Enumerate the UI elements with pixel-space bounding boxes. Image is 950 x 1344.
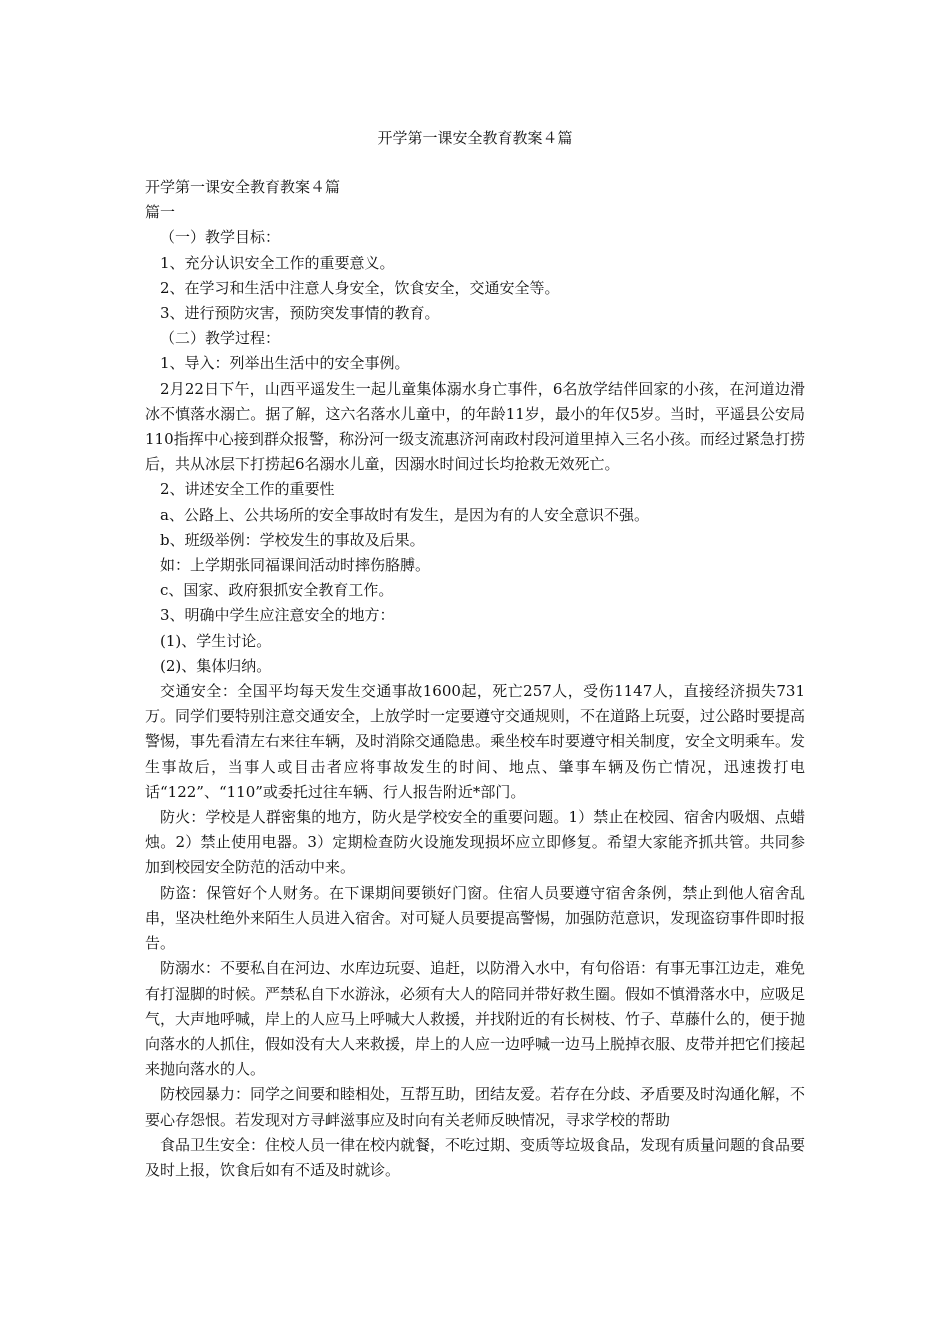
paragraph: a、公路上、公共场所的安全事故时有发生，是因为有的人安全意识不强。 [160, 505, 649, 524]
paragraph: 2、在学习和生活中注意人身安全，饮食安全，交通安全等。 [160, 278, 560, 297]
paragraph: 防火：学校是人群密集的地方，防火是学校安全的重要问题。1）禁止在校园、宿舍内吸烟、点蜡烛。2）禁止使用电器。3）定期检查防火设施发现损坏应立即修复。希望大家能齐抓共管。共同参加到校园安全防范的活动中来。 [145, 808, 805, 877]
paragraph: （二）教学过程： [160, 329, 281, 348]
document-title: 开学第一课安全教育教案４篇 [377, 129, 573, 147]
paragraph: 1、导入：列举出生活中的安全事例。 [160, 354, 410, 373]
paragraph: 交通安全：全国平均每天发生交通事故1600起，死亡257人，受伤1147人，直接经济损失731万。同学们要特别注意交通安全，上放学时一定要遵守交通规则，不在道路上玩耍，过公路时要提高警惕，事先看清左右来往车辆，及时消除交通隐患。乘坐校车时要遵守相关制度，安全文明乘车。发生事故后，当事人或目击者应将事故发生的时间、地点、肇事车辆及伤亡情况，迅速拨打电话“122”、“110”或委托过往车辆、行人报告附近*部门。 [145, 682, 806, 801]
paragraph: 2月22日下午，山西平遥发生一起儿童集体溺水身亡事件，6名放学结伴回家的小孩，在河道边滑冰不慎落水溺亡。据了解，这六名落水儿童中，的年龄11岁，最小的年仅5岁。当时，平遥县公安局110指挥中心接到群众报警，称汾河一级支流惠济河南政村段河道里掉入三名小孩。而经过紧急打捞后，共从冰层下打捞起6名溺水儿童，因溺水时间过长均抢救无效死亡。 [145, 379, 805, 474]
document-body [145, 175, 805, 1183]
paragraph: 防校园暴力：同学之间要和睦相处，互帮互助，团结友爱。若存在分歧、矛盾要及时沟通化解，不要心存怨恨。若发现对方寻衅滋事应及时向有关老师反映情况，寻求学校的帮助 [145, 1085, 806, 1129]
paragraph: 1、充分认识安全工作的重要意义。 [160, 253, 395, 272]
paragraph: c、国家、政府狠抓安全教育工作。 [160, 581, 394, 600]
paragraph: 3、进行预防灾害，预防突发事情的教育。 [160, 304, 440, 323]
paragraph: 开学第一课安全教育教案４篇 [145, 178, 341, 196]
paragraph: 食品卫生安全：住校人员一律在校内就餐，不吃过期、变质等垃圾食品，发现有质量问题的食品要及时上报，饮食后如有不适及时就诊。 [145, 1135, 806, 1179]
paragraph: 篇一 [145, 203, 176, 222]
paragraph: （一）教学目标： [160, 228, 281, 247]
paragraph: (2)、集体归纳。 [160, 656, 272, 675]
paragraph: b、班级举例：学校发生的事故及后果。 [160, 530, 425, 549]
paragraph: 防溺水：不要私自在河边、水库边玩耍、追赶，以防滑入水中，有句俗语：有事无事江边走，难免有打湿脚的时候。严禁私自下水游泳，必须有大人的陪同并带好救生圈。假如不慎滑落水中，应吸足气，大声地呼喊，岸上的人应马上呼喊大人救援，并找附近的有长树枝、竹子、草藤什么的，便于抛向落水的人抓住，假如没有大人来救援，岸上的人应一边呼喊一边马上脱掉衣服、皮带并把它们接起来抛向落水的人。 [145, 959, 806, 1079]
paragraph: 3、明确中学生应注意安全的地方： [160, 606, 395, 625]
paragraph: (1)、学生讨论。 [160, 631, 272, 650]
paragraph: 2、讲述安全工作的重要性 [160, 480, 335, 499]
paragraph: 如：上学期张同福课间活动时摔伤胳膊。 [160, 556, 431, 575]
paragraph: 防盗：保管好个人财务。在下课期间要锁好门窗。住宿人员要遵守宿舍条例，禁止到他人宿舍乱串，坚决杜绝外来陌生人员进入宿舍。对可疑人员要提高警惕，加强防范意识，发现盗窃事件即时报告。 [145, 883, 806, 953]
